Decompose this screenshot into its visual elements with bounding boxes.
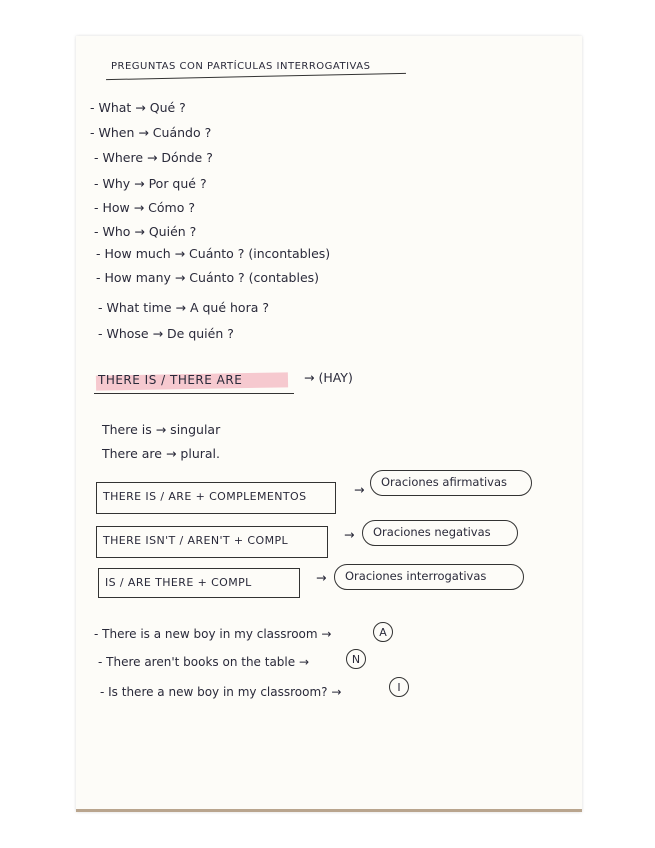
example-affirmative: - There is a new boy in my classroom →: [94, 627, 332, 641]
section-underline: [94, 393, 294, 394]
rule-plural: There are → plural.: [102, 446, 220, 461]
question-whose: - Whose → De quién ?: [98, 326, 234, 341]
page-title: PREGUNTAS CON PARTÍCULAS INTERROGATIVAS: [111, 61, 371, 72]
tag-circle: N: [346, 649, 366, 669]
structure-text: THERE IS / ARE + COMPLEMENTOS: [103, 490, 307, 503]
label-text: Oraciones afirmativas: [381, 475, 508, 489]
question-how-much: - How much → Cuánto ? (incontables): [96, 246, 331, 261]
section-title: THERE IS / THERE ARE: [98, 373, 243, 387]
example-negative: - There aren't books on the table →: [98, 655, 310, 669]
tag-circle: I: [389, 677, 409, 697]
rule-singular: There is → singular: [102, 422, 221, 437]
notebook-page: [76, 36, 582, 812]
title-underline: [106, 73, 406, 80]
arrow: →: [354, 482, 365, 497]
question-what: - What → Qué ?: [90, 100, 186, 115]
arrow: →: [344, 527, 355, 542]
question-how-many: - How many → Cuánto ? (contables): [96, 270, 320, 285]
question-what-time: - What time → A qué hora ?: [98, 300, 269, 315]
structure-text: IS / ARE THERE + COMPL: [105, 576, 252, 589]
question-where: - Where → Dónde ?: [94, 150, 213, 165]
label-oval-interrogative: [334, 564, 524, 590]
structure-text: THERE ISN'T / AREN'T + COMPL: [103, 534, 289, 547]
label-text: Oraciones negativas: [373, 525, 491, 539]
structure-box-affirmative: [96, 482, 336, 514]
label-oval-negative: [362, 520, 518, 546]
arrow: →: [316, 570, 327, 585]
label-oval-affirmative: [370, 470, 532, 496]
question-when: - When → Cuándo ?: [90, 125, 212, 140]
tag-circle: A: [373, 622, 393, 642]
question-how: - How → Cómo ?: [94, 200, 195, 215]
label-text: Oraciones interrogativas: [345, 569, 487, 583]
structure-box-interrogative: [98, 568, 300, 598]
example-interrogative: - Is there a new boy in my classroom? →: [100, 685, 342, 699]
question-who: - Who → Quién ?: [94, 224, 197, 239]
section-meaning: → (HAY): [304, 370, 353, 385]
structure-box-negative: [96, 526, 328, 558]
question-why: - Why → Por qué ?: [94, 176, 207, 191]
